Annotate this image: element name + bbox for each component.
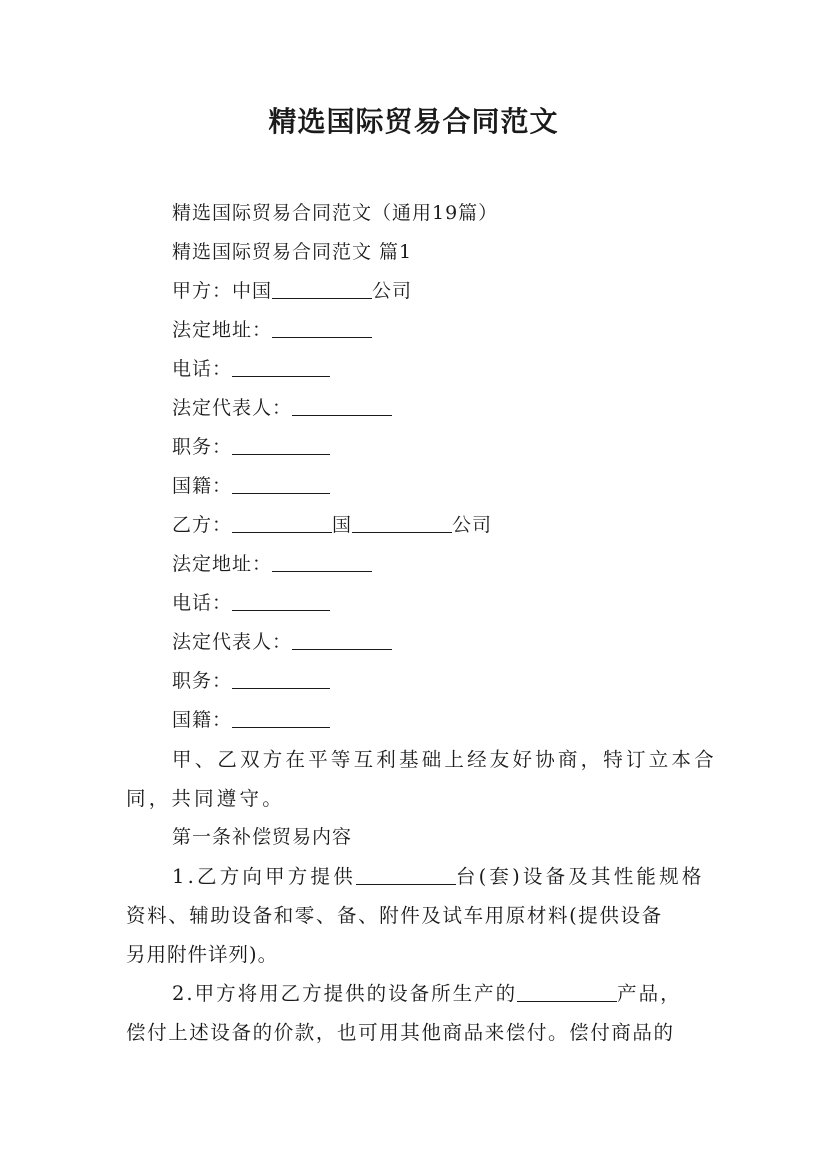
nationality-label: 国籍：	[172, 475, 233, 497]
blank-line	[517, 983, 617, 1002]
blank-line	[232, 475, 330, 494]
intro-line-2: 同，共同遵守。	[126, 787, 285, 810]
party-b-address	[172, 549, 372, 576]
blank-line	[232, 592, 330, 611]
nationality-label: 国籍：	[172, 709, 233, 731]
party-a-line	[172, 276, 412, 303]
blank-line	[232, 358, 330, 377]
phone-label: 电话：	[172, 592, 233, 614]
party-a-address	[172, 315, 372, 342]
party-a-suffix: 公司	[372, 280, 413, 302]
section-heading: 精选国际贸易合同范文 篇1	[172, 241, 413, 263]
article-1-heading: 第一条补偿贸易内容	[172, 826, 353, 848]
blank-line	[232, 709, 330, 728]
rep-label: 法定代表人：	[172, 397, 293, 419]
phone-label: 电话：	[172, 358, 233, 380]
address-label: 法定地址：	[172, 553, 273, 575]
blank-line	[232, 670, 330, 689]
blank-line	[232, 514, 332, 533]
blank-line	[232, 436, 330, 455]
party-b-rep	[172, 627, 392, 654]
party-a-rep	[172, 393, 392, 420]
item-2-suffix: 产品，	[617, 982, 682, 1005]
position-label: 职务：	[172, 670, 233, 692]
intro-line-1: 甲、乙双方在平等互利基础上经友好协商，特订立本合	[172, 748, 717, 771]
position-label: 职务：	[172, 436, 233, 458]
item-1-prefix: 1.乙方向甲方提供	[172, 865, 356, 888]
party-b-line	[172, 510, 492, 537]
blank-line	[292, 631, 392, 650]
party-a-nationality	[172, 471, 330, 498]
party-b-nationality	[172, 705, 330, 732]
item-2-line-2: 偿付上述设备的价款，也可用其他商品来偿付。偿付商品的	[126, 1021, 675, 1044]
party-a-prefix: 甲方：中国	[172, 280, 273, 302]
blank-line	[272, 319, 372, 338]
item-2-prefix: 2.甲方将用乙方提供的设备所生产的	[172, 982, 518, 1005]
item-2-line-1	[172, 978, 682, 1006]
party-a-position	[172, 432, 330, 459]
blank-line	[272, 280, 372, 299]
blank-line	[272, 553, 372, 572]
party-b-phone	[172, 588, 330, 615]
party-b-suffix: 公司	[452, 514, 493, 536]
item-1-line-1	[172, 861, 705, 889]
blank-line	[356, 866, 456, 885]
blank-line	[292, 397, 392, 416]
item-1-suffix: 台(套)设备及其性能规格	[455, 865, 705, 888]
rep-label: 法定代表人：	[172, 631, 293, 653]
blank-line	[352, 514, 452, 533]
party-b-position	[172, 666, 330, 693]
subtitle-line: 精选国际贸易合同范文（通用19篇）	[172, 202, 499, 224]
party-b-prefix: 乙方：	[172, 514, 233, 536]
address-label: 法定地址：	[172, 319, 273, 341]
item-1-line-2: 资料、辅助设备和零、备、附件及试车用原材料(提供设备	[126, 904, 663, 927]
item-1-line-3: 另用附件详列)。	[126, 943, 279, 966]
party-b-mid: 国	[332, 514, 353, 536]
party-a-phone	[172, 354, 330, 381]
document-title: 精选国际贸易合同范文	[268, 105, 559, 138]
